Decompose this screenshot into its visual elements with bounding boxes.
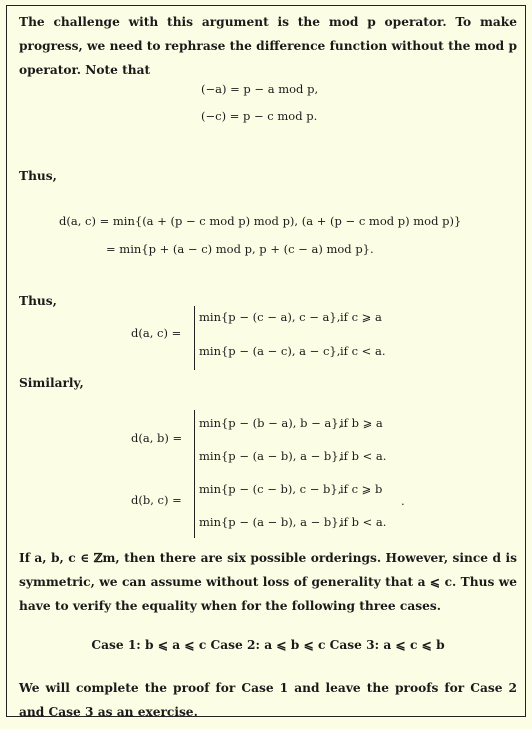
conclusion-paragraph: We will complete the proof for Case 1 and leave the proofs for Case 2 and Case 3 as an exercise. [19,681,517,719]
dab-case1: min{p − (b − a), b − a}, [199,416,343,430]
similarly-label: Similarly, [19,376,84,390]
dac-brace [194,306,195,370]
cases-line: Case 1: b ⩽ a ⩽ c Case 2: a ⩽ b ⩽ c Case 3: a ⩽ c ⩽ b [91,638,445,652]
thus-label-1: Thus, [19,169,57,183]
dbc-cond1: if c ⩾ b [340,482,383,496]
equation-dac-min: d(a, c) = min{(a + (p − c mod p) mod p), (a + (p − c mod p) mod p)} [59,214,462,228]
equation-neg-a: (−a) = p − a mod p, [201,82,319,96]
equation-dac-simplified: = min{p + (a − c) mod p, p + (c − a) mod p}. [106,242,374,256]
dbc-case1: min{p − (c − b), c − b}, [199,482,342,496]
dab-cond1: if b ⩾ a [340,416,383,430]
dbc-brace [194,474,195,538]
dab-brace [194,410,195,474]
dac-case2: min{p − (a − c), a − c}, [199,344,341,358]
dbc-cond2: if b < a. [340,515,387,529]
dbc-lhs: d(b, c) = [131,493,182,507]
dbc-case2: min{p − (a − b), a − b}, [199,515,343,529]
thus-label-2: Thus, [19,294,57,308]
symmetry-paragraph: If a, b, c ∈ ℤm, then there are six possible orderings. However, since d is symmetric, we can assume without loss of generality that a ⩽ c. Thus we have to verify the equality when for the following three cases. [19,551,517,613]
document-page [6,5,526,717]
dbc-trailing-dot: . [401,494,405,508]
intro-paragraph: The challenge with this argument is the mod p operator. To make progress, we need to rephrase the difference function without the mod p operator. Note that [19,15,517,77]
dab-cond2: if b < a. [340,449,387,463]
equation-neg-c: (−c) = p − c mod p. [201,109,318,123]
dac-cond2: if c < a. [340,344,386,358]
dac-lhs: d(a, c) = [131,326,182,340]
dac-case1: min{p − (c − a), c − a}, [199,310,341,324]
dab-case2: min{p − (a − b), a − b}, [199,449,343,463]
dac-cond1: if c ⩾ a [340,310,382,324]
dab-lhs: d(a, b) = [131,431,183,445]
